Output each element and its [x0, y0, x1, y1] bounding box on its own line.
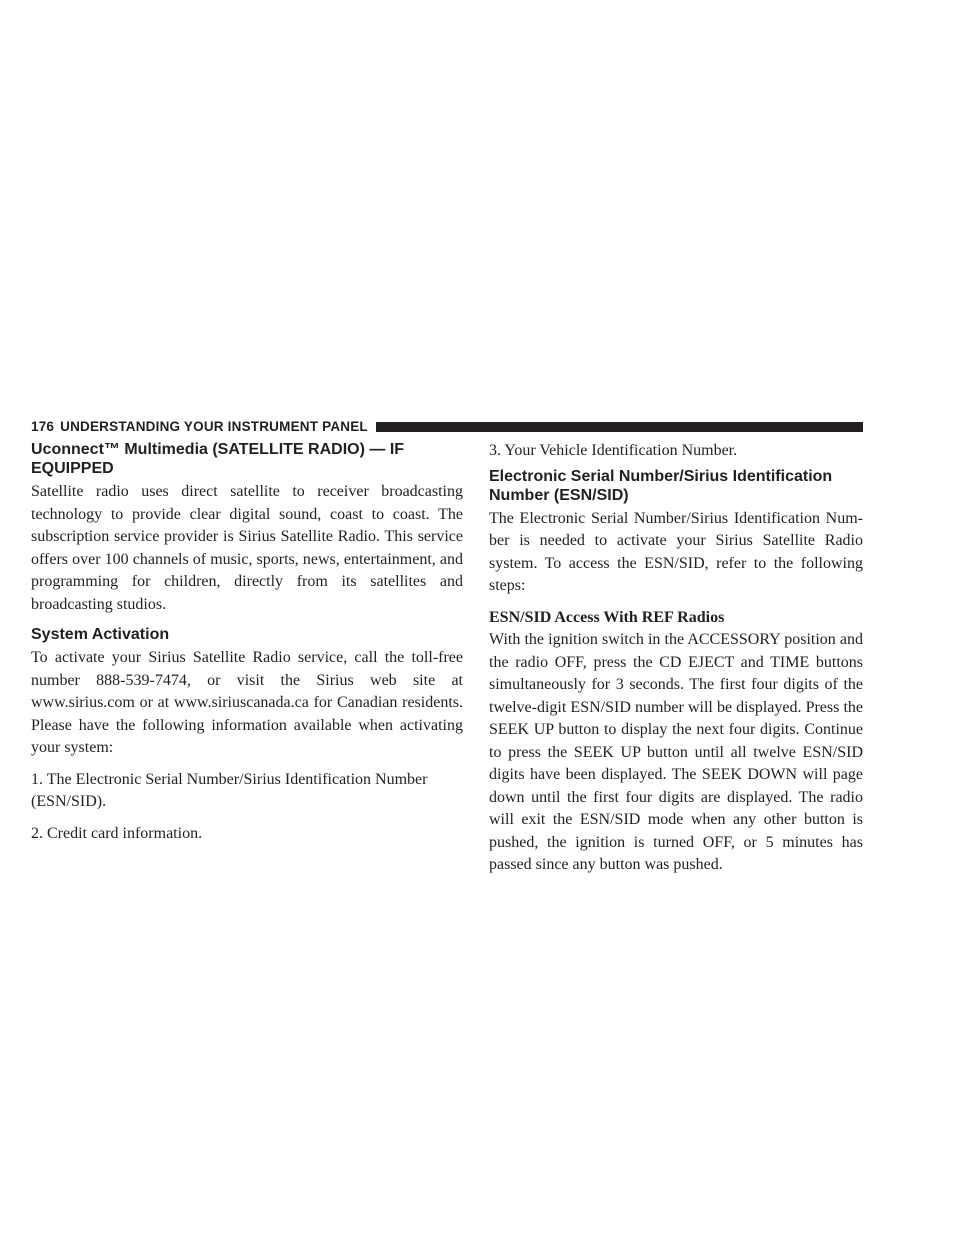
subheading-ref-radios: ESN/SID Access With REF Radios: [489, 608, 725, 626]
intro-paragraph: Satellite radio uses direct satellite to receiver broadcasting technology to provide clear digital sound, coast to coast. The subscription service provider is Sirius Satellite Radio. This service offers over 100 channels of music, sports, news, entertainment, and programming for children, directly from its satellites and broadcasting studios.: [31, 483, 463, 613]
left-column: [31, 440, 463, 854]
list-item: 1. The Electronic Serial Number/Sirius Identification Number (ESN/SID).: [31, 770, 428, 810]
ref-paragraph: With the ignition switch in the ACCESSORY position and the radio OFF, press the CD EJECT and TIME buttons simultaneously for 3 seconds. The first four digits of the twelve-digit ESN/SID number will be displayed. Press the SEEK UP button to display the next four digits. Continue to press the SEEK UP button until all twelve ESN/SID digits have been displayed. The SEEK DOWN will page down until the first four digits are displayed. The radio will exit the ESN/SID mode when any other button is pushed, the ignition is turned OFF, or 5 minutes has passed since any button was pushed.: [489, 631, 863, 873]
heading-satellite-radio: Uconnect™ Multimedia (SATELLITE RADIO) — IF EQUIPPED: [31, 441, 405, 477]
list-item: 3. Your Vehicle Identification Number.: [489, 442, 738, 459]
page-number: 176: [31, 418, 55, 434]
page-header: [31, 414, 863, 438]
section-title: UNDERSTANDING YOUR INSTRUMENT PANEL: [60, 418, 368, 434]
esn-paragraph: The Electronic Serial Number/Sirius Identification Number is needed to activate your Sirius Satellite Radio system. To access the ESN/SID, refer to the following steps:: [489, 509, 863, 594]
list-item: 2. Credit card information.: [31, 824, 203, 842]
right-column: [489, 440, 863, 886]
activation-paragraph: To activate your Sirius Satellite Radio service, call the toll-free number 888-539-7474, or visit the Sirius web site at www.sirius.com or at www.siriuscanada.ca for Canadian residents. Please have the following information available when activating your system:: [31, 649, 463, 756]
heading-esn-sid: Electronic Serial Number/Sirius Identification Number (ESN/SID): [489, 467, 833, 504]
header-rule: [376, 422, 863, 432]
heading-system-activation: System Activation: [31, 626, 170, 643]
